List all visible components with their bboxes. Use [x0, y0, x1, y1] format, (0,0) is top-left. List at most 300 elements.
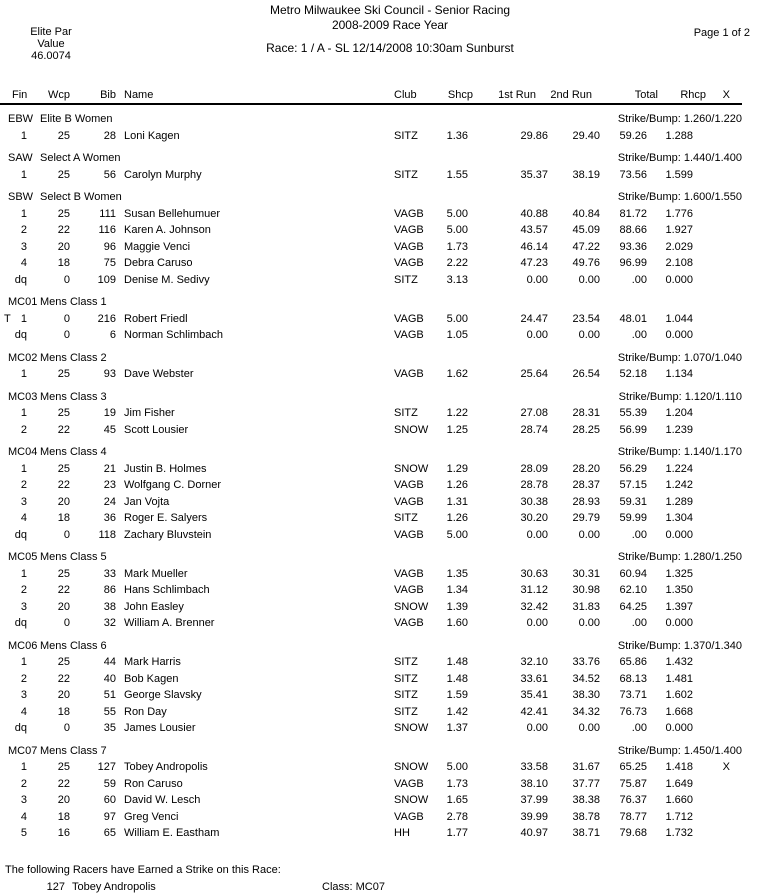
result-cell-shcp: 1.73	[446, 777, 468, 790]
result-cell-x	[693, 776, 740, 793]
section-label: Mens Class 6	[40, 639, 107, 652]
result-cell-x	[693, 671, 740, 688]
result-cell-wcp: 0	[63, 722, 70, 734]
result-cell-total: .00	[631, 528, 647, 541]
result-cell-fin: 3	[20, 794, 27, 806]
result-cell-fin: dq	[14, 722, 27, 734]
result-cell-fin: 3	[20, 240, 27, 253]
result-cell-rhcp: 1.418	[665, 761, 693, 773]
result-cell-bib: 216	[97, 312, 116, 325]
result-cell-t	[0, 599, 12, 616]
section-strike-bump: Strike/Bump: 1.070/1.040	[617, 351, 742, 364]
result-cell-run2: 31.83	[572, 600, 600, 613]
result-cell-club: VAGB	[394, 312, 424, 325]
result-cell-club: SITZ	[394, 168, 418, 181]
section-strike-bump: Strike/Bump: 1.600/1.550	[617, 191, 742, 203]
result-cell-name: Carolyn Murphy	[124, 168, 202, 181]
result-cell-name: John Easley	[124, 600, 184, 613]
column-header-run1: 1st Run	[498, 89, 536, 101]
result-row	[0, 206, 742, 223]
result-cell-x	[693, 809, 740, 826]
result-cell-total: 79.68	[619, 827, 647, 839]
result-cell-rhcp: 1.239	[665, 423, 693, 436]
class-section	[0, 350, 742, 383]
result-cell-total: 93.36	[619, 240, 647, 253]
section-header	[0, 150, 742, 167]
result-cell-shcp: 1.35	[446, 567, 468, 580]
result-cell-name: William E. Eastham	[124, 827, 220, 839]
section-label: Select A Women	[40, 152, 121, 164]
result-cell-t	[0, 582, 12, 599]
result-cell-club: VAGB	[394, 567, 424, 580]
result-cell-wcp: 25	[57, 168, 70, 181]
result-cell-run1: 33.58	[520, 761, 548, 773]
result-cell-total: 60.94	[619, 567, 647, 580]
striker-class: Class: MC07	[322, 880, 385, 893]
result-cell-fin: 2	[20, 777, 27, 790]
result-cell-run2: 26.54	[572, 368, 600, 380]
result-cell-total: 65.25	[619, 761, 647, 773]
result-cell-fin: 1	[20, 312, 27, 325]
result-cell-total: 73.56	[619, 168, 647, 181]
result-cell-run2: 28.31	[572, 407, 600, 419]
result-cell-name: Ron Day	[124, 705, 167, 718]
result-cell-shcp: 1.25	[446, 423, 468, 436]
result-cell-bib: 33	[103, 567, 116, 580]
result-cell-t	[0, 759, 12, 776]
result-cell-t	[0, 128, 12, 145]
result-row	[0, 704, 742, 721]
result-cell-shcp: 1.48	[446, 656, 468, 668]
class-section	[0, 444, 742, 543]
result-cell-rhcp: 1.776	[665, 207, 693, 220]
result-cell-x	[693, 167, 740, 184]
result-cell-t	[0, 809, 12, 826]
section-label: Mens Class 7	[40, 744, 107, 757]
result-cell-rhcp: 2.029	[665, 240, 693, 253]
result-cell-total: 64.25	[619, 600, 647, 613]
result-cell-t	[0, 671, 12, 688]
result-cell-run2: 49.76	[572, 257, 600, 269]
result-cell-run2: 40.84	[572, 207, 600, 220]
result-cell-club: VAGB	[394, 495, 424, 508]
result-cell-name: Mark Mueller	[124, 567, 188, 580]
result-cell-name: Justin B. Holmes	[124, 462, 207, 475]
result-cell-fin: 1	[20, 761, 27, 773]
section-code: MC03	[8, 390, 38, 403]
result-cell-club: VAGB	[394, 240, 424, 253]
result-cell-club: HH	[394, 827, 410, 839]
report-subtitle: 2008-2009 Race Year	[331, 18, 449, 32]
result-cell-run1: 31.12	[520, 584, 548, 596]
result-cell-club: SNOW	[394, 722, 429, 734]
section-label: Mens Class 3	[40, 390, 107, 403]
result-row	[0, 720, 742, 737]
result-cell-total: 81.72	[619, 207, 647, 220]
result-cell-rhcp: 1.732	[665, 827, 693, 839]
result-cell-rhcp: 1.224	[665, 462, 693, 475]
result-cell-fin: 3	[20, 689, 27, 701]
result-cell-wcp: 16	[57, 827, 70, 839]
result-cell-fin: 1	[20, 207, 27, 220]
result-cell-fin: dq	[14, 273, 27, 286]
result-cell-wcp: 18	[57, 810, 70, 823]
result-cell-run1: 0.00	[526, 722, 548, 734]
result-cell-total: 55.39	[619, 407, 647, 419]
result-cell-run2: 23.54	[572, 312, 600, 325]
result-cell-run2: 28.25	[572, 423, 600, 436]
result-cell-bib: 44	[103, 656, 116, 668]
result-cell-fin: 3	[20, 495, 27, 508]
result-cell-bib: 65	[103, 827, 116, 839]
result-cell-name: Debra Caruso	[124, 257, 193, 269]
strike-footer	[5, 862, 747, 894]
elite-par-value: 46.0074	[31, 50, 71, 62]
result-cell-name: Ron Caruso	[124, 777, 183, 790]
result-cell-t	[0, 615, 12, 632]
result-cell-t: T	[4, 312, 11, 325]
result-cell-x	[693, 566, 740, 583]
column-header-name: Name	[124, 89, 154, 101]
result-cell-total: 96.99	[619, 257, 647, 269]
result-cell-wcp: 0	[63, 312, 70, 325]
result-cell-bib: 116	[98, 224, 116, 236]
result-cell-rhcp: 1.927	[665, 224, 693, 236]
result-cell-name: Tobey Andropolis	[124, 761, 208, 773]
result-cell-total: 76.37	[619, 794, 647, 806]
result-row	[0, 167, 742, 184]
result-cell-t	[0, 222, 12, 239]
result-cell-bib: 96	[103, 240, 116, 253]
result-cell-x	[693, 272, 740, 289]
result-cell-club: SNOW	[394, 462, 429, 475]
result-cell-club: VAGB	[394, 584, 424, 596]
result-cell-wcp: 22	[57, 224, 70, 236]
result-cell-shcp: 1.77	[446, 827, 468, 839]
result-cell-club: SITZ	[394, 273, 418, 286]
result-row	[0, 510, 742, 527]
result-cell-x	[693, 461, 740, 478]
result-cell-club: SNOW	[394, 794, 429, 806]
result-row	[0, 255, 742, 272]
result-cell-shcp: 5.00	[446, 207, 468, 220]
result-cell-total: 73.71	[619, 689, 647, 701]
result-cell-wcp: 20	[57, 240, 70, 253]
column-header-club: Club	[394, 89, 417, 101]
result-row	[0, 566, 742, 583]
result-cell-total: 59.26	[619, 129, 647, 142]
result-cell-total: 76.73	[619, 705, 647, 718]
result-cell-name: Maggie Venci	[124, 240, 191, 253]
result-row	[0, 654, 742, 671]
result-cell-bib: 23	[103, 479, 116, 491]
result-cell-rhcp: 1.134	[665, 368, 693, 380]
result-cell-fin: 4	[20, 512, 27, 524]
result-cell-run1: 32.10	[520, 656, 548, 668]
result-cell-run2: 38.71	[572, 827, 600, 839]
result-cell-name: Dave Webster	[124, 368, 194, 380]
result-cell-total: 68.13	[619, 672, 647, 685]
result-row	[0, 687, 742, 704]
result-cell-rhcp: 0.000	[665, 273, 693, 286]
result-cell-x	[693, 615, 740, 632]
result-cell-fin: 1	[20, 407, 27, 419]
class-section	[0, 743, 742, 842]
result-cell-fin: 4	[20, 257, 27, 269]
result-cell-run2: 33.76	[572, 656, 600, 668]
result-cell-rhcp: 1.289	[665, 495, 693, 508]
result-cell-rhcp: 1.660	[665, 794, 693, 806]
result-cell-t	[0, 720, 12, 737]
section-header	[0, 549, 742, 566]
result-cell-fin: 3	[20, 600, 27, 613]
column-header-rhcp: Rhcp	[680, 89, 706, 101]
section-code: MC02	[8, 351, 38, 364]
result-row	[0, 582, 742, 599]
column-header-x: X	[722, 89, 730, 101]
result-cell-rhcp: 1.668	[665, 705, 693, 718]
result-cell-total: .00	[631, 273, 647, 286]
result-cell-name: Jim Fisher	[124, 407, 175, 419]
result-cell-run1: 24.47	[520, 312, 548, 325]
result-row	[0, 272, 742, 289]
result-cell-rhcp: 0.000	[665, 617, 693, 629]
result-cell-name: James Lousier	[124, 722, 196, 734]
result-cell-rhcp: 2.108	[665, 257, 693, 269]
section-label: Mens Class 4	[40, 446, 107, 458]
result-cell-run2: 0.00	[578, 722, 600, 734]
result-cell-wcp: 25	[57, 407, 70, 419]
result-cell-name: Susan Bellehumuer	[124, 207, 221, 220]
result-cell-wcp: 22	[57, 584, 70, 596]
result-cell-club: VAGB	[394, 479, 424, 491]
result-cell-wcp: 22	[57, 672, 70, 685]
result-row	[0, 128, 742, 145]
result-cell-run2: 31.67	[572, 761, 600, 773]
result-row	[0, 809, 742, 826]
result-cell-rhcp: 1.304	[665, 512, 693, 524]
result-cell-run1: 30.20	[520, 512, 548, 524]
result-cell-x	[693, 599, 740, 616]
result-cell-t	[0, 527, 12, 544]
striker-row	[5, 879, 747, 894]
result-cell-bib: 35	[103, 722, 116, 734]
result-cell-rhcp: 1.325	[665, 567, 693, 580]
result-cell-shcp: 1.55	[446, 168, 468, 181]
section-header	[0, 189, 742, 206]
class-section	[0, 294, 742, 344]
result-cell-run1: 25.64	[520, 368, 548, 380]
result-cell-club: VAGB	[394, 777, 424, 790]
result-cell-run1: 0.00	[526, 617, 548, 629]
section-strike-bump: Strike/Bump: 1.440/1.400	[617, 152, 742, 164]
result-cell-x	[693, 366, 740, 383]
result-cell-x	[693, 494, 740, 511]
section-strike-bump: Strike/Bump: 1.450/1.400	[617, 744, 742, 757]
result-cell-wcp: 25	[57, 207, 70, 220]
result-cell-name: Norman Schlimbach	[124, 329, 224, 341]
section-header	[0, 743, 742, 760]
result-cell-name: William A. Brenner	[124, 617, 215, 629]
result-cell-shcp: 1.65	[446, 794, 468, 806]
result-cell-shcp: 2.22	[446, 257, 468, 269]
result-row	[0, 776, 742, 793]
result-cell-club: VAGB	[394, 617, 424, 629]
result-row	[0, 222, 742, 239]
result-cell-club: VAGB	[394, 368, 424, 380]
result-cell-x	[693, 422, 740, 439]
result-cell-x	[693, 222, 740, 239]
result-cell-run1: 0.00	[526, 273, 548, 286]
result-cell-run1: 0.00	[526, 329, 548, 341]
result-cell-wcp: 25	[57, 567, 70, 580]
section-strike-bump: Strike/Bump: 1.120/1.110	[618, 390, 742, 403]
results-table-body	[0, 105, 742, 842]
result-cell-name: Bob Kagen	[124, 672, 179, 685]
result-row	[0, 405, 742, 422]
result-row	[0, 366, 742, 383]
result-cell-shcp: 1.31	[446, 495, 468, 508]
result-cell-t	[0, 167, 12, 184]
result-cell-name: Jan Vojta	[124, 495, 170, 508]
result-cell-t	[0, 477, 12, 494]
result-row	[0, 461, 742, 478]
result-cell-rhcp: 1.712	[665, 810, 693, 823]
result-cell-club: SITZ	[394, 672, 418, 685]
result-cell-total: 75.87	[619, 777, 647, 790]
result-cell-name: David W. Lesch	[124, 794, 201, 806]
result-cell-rhcp: 1.602	[665, 689, 693, 701]
result-cell-bib: 56	[103, 168, 116, 181]
strike-note: The following Racers have Earned a Strike on this Race:	[5, 864, 281, 876]
result-cell-bib: 97	[103, 810, 116, 823]
result-cell-rhcp: 1.350	[665, 584, 693, 596]
result-cell-x	[693, 510, 740, 527]
result-cell-wcp: 20	[57, 600, 70, 613]
result-cell-bib: 51	[103, 689, 116, 701]
section-code: EBW	[8, 113, 34, 125]
column-header-t	[0, 88, 12, 103]
result-cell-rhcp: 1.044	[665, 312, 693, 325]
result-cell-run1: 43.57	[520, 224, 548, 236]
result-cell-club: VAGB	[394, 528, 424, 541]
section-label: Elite B Women	[40, 113, 113, 125]
result-cell-club: VAGB	[394, 207, 424, 220]
result-cell-club: SITZ	[394, 689, 418, 701]
result-cell-t	[0, 510, 12, 527]
result-cell-shcp: 1.37	[446, 722, 468, 734]
result-cell-run1: 28.74	[520, 423, 548, 436]
result-cell-run1: 46.14	[520, 240, 548, 253]
result-cell-wcp: 0	[63, 617, 70, 629]
column-header-shcp: Shcp	[447, 89, 473, 101]
result-cell-rhcp: 1.288	[665, 129, 693, 142]
result-cell-club: VAGB	[394, 224, 424, 236]
result-cell-fin: dq	[14, 617, 27, 629]
result-cell-bib: 24	[103, 495, 116, 508]
section-header	[0, 111, 742, 128]
result-cell-x	[693, 128, 740, 145]
result-cell-run1: 40.88	[520, 207, 548, 220]
result-cell-fin: 1	[20, 368, 27, 380]
result-cell-shcp: 1.22	[446, 407, 468, 419]
result-cell-total: 78.77	[619, 810, 647, 823]
result-row	[0, 615, 742, 632]
result-cell-shcp: 1.60	[446, 617, 468, 629]
result-cell-club: SNOW	[394, 423, 429, 436]
section-label: Select B Women	[40, 191, 122, 203]
result-cell-name: Scott Lousier	[124, 423, 189, 436]
result-cell-shcp: 1.29	[446, 462, 468, 475]
section-strike-bump: Strike/Bump: 1.370/1.340	[617, 639, 742, 652]
result-cell-run2: 0.00	[578, 528, 600, 541]
result-cell-club: SITZ	[394, 705, 418, 718]
result-cell-shcp: 1.48	[446, 672, 468, 685]
result-cell-total: 57.15	[619, 479, 647, 491]
result-cell-run1: 32.42	[520, 600, 548, 613]
section-code: MC06	[8, 639, 38, 652]
result-row	[0, 422, 742, 439]
elite-par-label-2: Value	[37, 38, 65, 50]
result-cell-rhcp: 0.000	[665, 329, 693, 341]
section-strike-bump: Strike/Bump: 1.260/1.220	[617, 113, 742, 125]
class-section	[0, 389, 742, 439]
result-cell-rhcp: 0.000	[665, 528, 693, 541]
elite-par-label-1: Elite Par	[30, 26, 72, 38]
result-cell-wcp: 22	[57, 423, 70, 436]
result-cell-total: .00	[631, 722, 647, 734]
result-cell-bib: 93	[103, 368, 116, 380]
section-strike-bump: Strike/Bump: 1.140/1.170	[617, 446, 742, 458]
result-cell-wcp: 0	[63, 273, 70, 286]
result-cell-t	[0, 206, 12, 223]
result-cell-t	[0, 792, 12, 809]
result-cell-wcp: 0	[63, 528, 70, 541]
result-cell-run2: 30.31	[572, 567, 600, 580]
result-cell-x: X	[722, 761, 730, 773]
result-cell-wcp: 25	[57, 656, 70, 668]
result-cell-wcp: 18	[57, 512, 70, 524]
result-cell-bib: 109	[97, 273, 116, 286]
result-cell-run1: 29.86	[520, 129, 548, 142]
result-cell-name: Zachary Bluvstein	[124, 528, 212, 541]
result-cell-shcp: 1.73	[446, 240, 468, 253]
result-cell-wcp: 20	[57, 794, 70, 806]
result-cell-shcp: 1.26	[446, 479, 468, 491]
result-cell-fin: 2	[20, 584, 27, 596]
result-cell-total: 48.01	[619, 312, 647, 325]
result-cell-run1: 39.99	[520, 810, 548, 823]
result-cell-club: VAGB	[394, 329, 424, 341]
result-cell-fin: 2	[20, 672, 27, 685]
result-cell-x	[693, 477, 740, 494]
result-cell-wcp: 18	[57, 705, 70, 718]
result-cell-run2: 29.40	[572, 129, 600, 142]
result-cell-t	[0, 494, 12, 511]
result-cell-club: SNOW	[394, 600, 429, 613]
result-cell-bib: 6	[109, 329, 116, 341]
section-header	[0, 350, 742, 367]
result-cell-bib: 60	[103, 794, 116, 806]
result-cell-total: 59.99	[619, 512, 647, 524]
result-cell-club: SNOW	[394, 761, 429, 773]
result-cell-club: SITZ	[394, 407, 418, 419]
result-cell-x	[693, 654, 740, 671]
column-header-bib: Bib	[100, 89, 116, 101]
result-cell-shcp: 1.36	[446, 129, 468, 142]
result-cell-bib: 21	[103, 462, 116, 475]
column-header-fin: Fin	[12, 89, 28, 101]
